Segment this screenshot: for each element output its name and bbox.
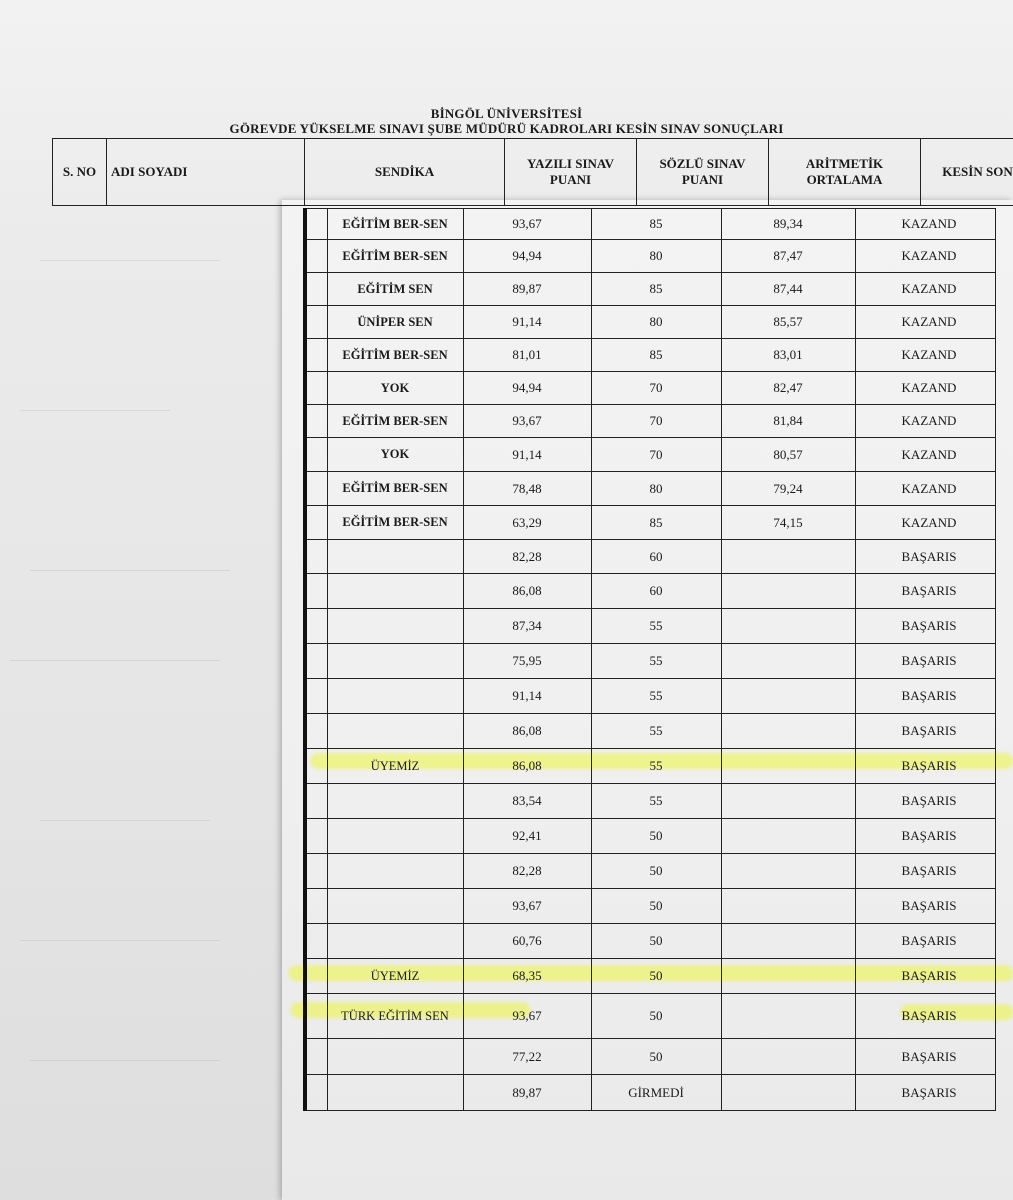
table-row [305,273,995,306]
ortalama-cell: 89,34 [721,209,855,240]
ortalama-cell [721,644,855,679]
table-row [305,749,995,784]
header-sozlu: SÖZLÜ SINAV PUANI [637,139,769,206]
ortalama-cell [721,854,855,889]
sozlu-puan-cell: 80 [591,306,721,339]
blank-cell [305,306,327,339]
ghost-bleedthrough-line [40,260,220,261]
sozlu-puan-cell: 85 [591,506,721,540]
kesin-sonuc-cell: BAŞARIS [855,609,995,644]
yazili-puan-cell: 68,35 [463,959,591,994]
kesin-sonuc-cell: BAŞARIS [855,994,995,1039]
sozlu-puan-cell: 55 [591,644,721,679]
sozlu-puan-cell: 55 [591,679,721,714]
kesin-sonuc-cell: BAŞARIS [855,819,995,854]
table-row [305,714,995,749]
table-row [305,854,995,889]
kesin-sonuc-cell: BAŞARIS [855,1039,995,1075]
yazili-puan-cell: 86,08 [463,574,591,609]
blank-cell [305,372,327,405]
table-row [305,959,995,994]
sozlu-puan-cell: 85 [591,339,721,372]
kesin-sonuc-cell: BAŞARIS [855,1075,995,1111]
blank-cell [305,994,327,1039]
sendika-cell: YOK [327,438,463,472]
kesin-sonuc-cell: BAŞARIS [855,889,995,924]
ortalama-cell [721,1039,855,1075]
ortalama-cell [721,959,855,994]
ortalama-cell: 82,47 [721,372,855,405]
blank-cell [305,749,327,784]
sendika-cell: EĞİTİM BER-SEN [327,405,463,438]
header-s-no: S. NO [53,139,107,206]
blank-cell [305,472,327,506]
yazili-puan-cell: 81,01 [463,339,591,372]
sendika-cell: ÜYEMİZ [327,959,463,994]
header-aritmetik: ARİTMETİK ORTALAMA [769,139,921,206]
table-row [305,819,995,854]
sendika-cell [327,1039,463,1075]
sozlu-puan-cell: 85 [591,209,721,240]
sozlu-puan-cell: 55 [591,749,721,784]
sozlu-puan-cell: 55 [591,609,721,644]
blank-cell [305,959,327,994]
yazili-puan-cell: 92,41 [463,819,591,854]
yazili-puan-cell: 82,28 [463,540,591,574]
kesin-sonuc-cell: KAZAND [855,339,995,372]
yazili-puan-cell: 60,76 [463,924,591,959]
yazili-puan-cell: 89,87 [463,1075,591,1111]
blank-cell [305,438,327,472]
sendika-cell [327,540,463,574]
yazili-puan-cell: 87,34 [463,609,591,644]
blank-cell [305,273,327,306]
sozlu-puan-cell: 60 [591,574,721,609]
table-row [305,240,995,273]
table-row [305,994,995,1039]
ortalama-cell [721,819,855,854]
kesin-sonuc-cell: BAŞARIS [855,959,995,994]
sendika-cell: EĞİTİM BER-SEN [327,240,463,273]
sendika-cell [327,679,463,714]
ortalama-cell [721,994,855,1039]
ortalama-cell [721,1075,855,1111]
sendika-cell [327,924,463,959]
sozlu-puan-cell: 50 [591,959,721,994]
blank-cell [305,506,327,540]
sozlu-puan-cell: 50 [591,819,721,854]
ortalama-cell [721,714,855,749]
kesin-sonuc-cell: KAZAND [855,438,995,472]
yazili-puan-cell: 63,29 [463,506,591,540]
sozlu-puan-cell: 85 [591,273,721,306]
ortalama-cell: 81,84 [721,405,855,438]
blank-cell [305,405,327,438]
sozlu-puan-cell: 70 [591,438,721,472]
ortalama-cell [721,924,855,959]
kesin-sonuc-cell: BAŞARIS [855,679,995,714]
yazili-puan-cell: 91,14 [463,679,591,714]
sendika-cell: TÜRK EĞİTİM SEN [327,994,463,1039]
yazili-puan-cell: 93,67 [463,994,591,1039]
ortalama-cell: 79,24 [721,472,855,506]
sozlu-puan-cell: 70 [591,372,721,405]
sozlu-puan-cell: 55 [591,714,721,749]
kesin-sonuc-cell: KAZAND [855,506,995,540]
table-row [305,1075,995,1111]
blank-cell [305,854,327,889]
ortalama-cell: 74,15 [721,506,855,540]
blank-cell [305,644,327,679]
sendika-cell [327,609,463,644]
header-yazili: YAZILI SINAV PUANI [505,139,637,206]
yazili-puan-cell: 75,95 [463,644,591,679]
kesin-sonuc-cell: KAZAND [855,240,995,273]
table-row [305,644,995,679]
ortalama-cell [721,540,855,574]
sendika-cell [327,1075,463,1111]
blank-cell [305,240,327,273]
table-row [305,405,995,438]
sozlu-puan-cell: 50 [591,1039,721,1075]
ortalama-cell [721,749,855,784]
sozlu-puan-cell: 55 [591,784,721,819]
sendika-cell: EĞİTİM SEN [327,273,463,306]
yazili-puan-cell: 78,48 [463,472,591,506]
sozlu-puan-cell: 50 [591,924,721,959]
table-row [305,609,995,644]
ghost-bleedthrough-line [30,1060,220,1061]
kesin-sonuc-cell: KAZAND [855,209,995,240]
yazili-puan-cell: 94,94 [463,372,591,405]
header-table [52,138,1013,206]
table-row [305,889,995,924]
table-row [305,438,995,472]
blank-cell [305,819,327,854]
sendika-cell [327,714,463,749]
ghost-bleedthrough-line [30,570,230,571]
sendika-cell: YOK [327,372,463,405]
ortalama-cell: 83,01 [721,339,855,372]
kesin-sonuc-cell: BAŞARIS [855,644,995,679]
blank-cell [305,924,327,959]
kesin-sonuc-cell: KAZAND [855,405,995,438]
yazili-puan-cell: 83,54 [463,784,591,819]
blank-cell [305,889,327,924]
ortalama-cell: 87,47 [721,240,855,273]
document-title: GÖREVDE YÜKSELME SINAVI ŞUBE MÜDÜRÜ KADROLARI KESİN SINAV SONUÇLARI [229,121,784,136]
kesin-sonuc-cell: KAZAND [855,372,995,405]
yazili-puan-cell: 86,08 [463,714,591,749]
blank-cell [305,540,327,574]
table-row [305,679,995,714]
ortalama-cell: 80,57 [721,438,855,472]
yazili-puan-cell: 89,87 [463,273,591,306]
sozlu-puan-cell: 80 [591,240,721,273]
sozlu-puan-cell: 50 [591,854,721,889]
yazili-puan-cell: 86,08 [463,749,591,784]
ortalama-cell [721,679,855,714]
table-row [305,540,995,574]
blank-cell [305,574,327,609]
table-row [305,472,995,506]
yazili-puan-cell: 94,94 [463,240,591,273]
header-kesin-sonuc: KESİN SON [921,139,1013,206]
kesin-sonuc-cell: BAŞARIS [855,784,995,819]
table-row [305,784,995,819]
blank-cell [305,1075,327,1111]
sendika-cell [327,784,463,819]
ortalama-cell: 87,44 [721,273,855,306]
sendika-cell: EĞİTİM BER-SEN [327,209,463,240]
ghost-bleedthrough-line [40,820,210,821]
sozlu-puan-cell: 80 [591,472,721,506]
table-row [305,306,995,339]
kesin-sonuc-cell: KAZAND [855,306,995,339]
blank-cell [305,714,327,749]
header-adi-soyadi: ADI SOYADI [107,139,305,206]
sendika-cell: EĞİTİM BER-SEN [327,339,463,372]
table-row [305,209,995,240]
kesin-sonuc-cell: BAŞARIS [855,749,995,784]
sendika-cell: ÜYEMİZ [327,749,463,784]
sozlu-puan-cell: 70 [591,405,721,438]
results-table [303,208,996,1111]
ortalama-cell: 85,57 [721,306,855,339]
yazili-puan-cell: 93,67 [463,209,591,240]
table-row [305,574,995,609]
sendika-cell: ÜNİPER SEN [327,306,463,339]
yazili-puan-cell: 93,67 [463,889,591,924]
sozlu-puan-cell: 50 [591,889,721,924]
blank-cell [305,679,327,714]
blank-cell [305,784,327,819]
table-row [305,924,995,959]
table-row [305,372,995,405]
sendika-cell [327,889,463,924]
sendika-cell [327,819,463,854]
kesin-sonuc-cell: BAŞARIS [855,714,995,749]
table-row [305,1039,995,1075]
yazili-puan-cell: 77,22 [463,1039,591,1075]
table-row [305,339,995,372]
sendika-cell: EĞİTİM BER-SEN [327,506,463,540]
ortalama-cell [721,609,855,644]
blank-cell [305,339,327,372]
kesin-sonuc-cell: BAŞARIS [855,574,995,609]
sendika-cell [327,574,463,609]
ghost-bleedthrough-line [10,660,220,661]
sendika-cell [327,644,463,679]
table-row [305,506,995,540]
sozlu-puan-cell: 50 [591,994,721,1039]
yazili-puan-cell: 82,28 [463,854,591,889]
blank-cell [305,609,327,644]
yazili-puan-cell: 93,67 [463,405,591,438]
header-sendika: SENDİKA [305,139,505,206]
ortalama-cell [721,784,855,819]
kesin-sonuc-cell: KAZAND [855,472,995,506]
kesin-sonuc-cell: BAŞARIS [855,854,995,889]
kesin-sonuc-cell: BAŞARIS [855,540,995,574]
kesin-sonuc-cell: KAZAND [855,273,995,306]
ortalama-cell [721,889,855,924]
yazili-puan-cell: 91,14 [463,306,591,339]
yazili-puan-cell: 91,14 [463,438,591,472]
sendika-cell: EĞİTİM BER-SEN [327,472,463,506]
blank-cell [305,209,327,240]
sendika-cell [327,854,463,889]
ghost-bleedthrough-line [20,940,220,941]
blank-cell [305,1039,327,1075]
ghost-bleedthrough-line [20,410,170,411]
ortalama-cell [721,574,855,609]
kesin-sonuc-cell: BAŞARIS [855,924,995,959]
sozlu-puan-cell: 60 [591,540,721,574]
sozlu-puan-cell: GİRMEDİ [591,1075,721,1111]
university-title: BİNGÖL ÜNİVERSİTESİ [430,106,583,121]
